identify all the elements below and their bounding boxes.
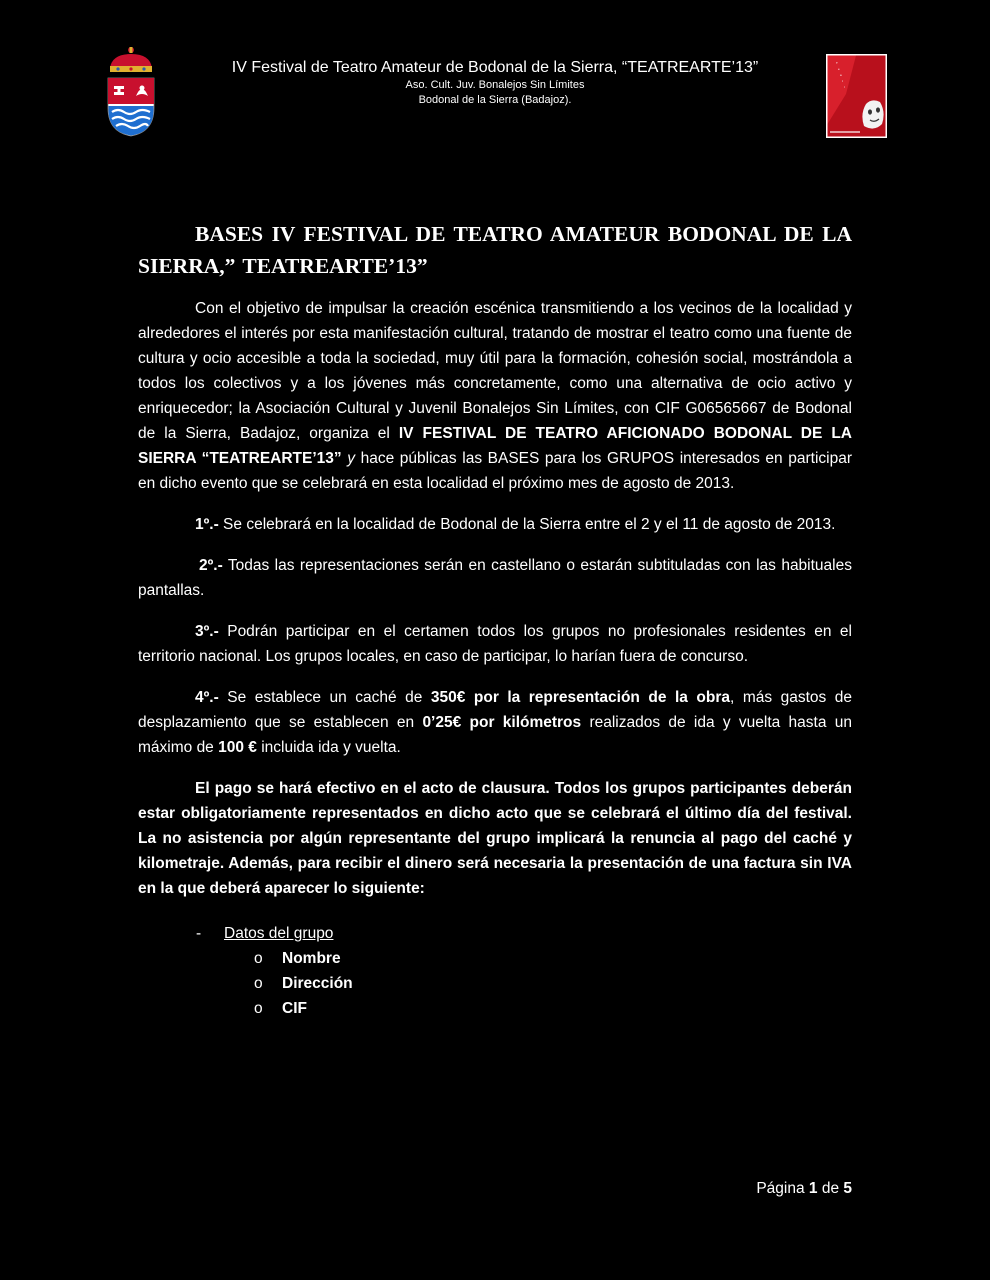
current-page: 1 (808, 1180, 818, 1197)
rule-3-number: 3º.- (195, 623, 219, 640)
teatrearte-poster-icon (826, 54, 887, 138)
circle-bullet: o (254, 975, 263, 992)
dash-bullet: - (196, 925, 202, 942)
rule-1 (138, 512, 852, 537)
intro-paragraph (138, 296, 852, 496)
circle-bullet: o (254, 1000, 263, 1017)
svg-text:e: e (838, 67, 840, 71)
rule-4-text: Se establece un caché de (218, 689, 431, 706)
list-heading: Datos del grupo (224, 925, 334, 942)
svg-text:r: r (844, 85, 845, 89)
list-item (138, 921, 852, 946)
svg-text:a: a (840, 73, 842, 77)
km-rate: 0’25€ por kilómetros (422, 714, 582, 731)
max-amount: 100 € (218, 739, 257, 756)
rule-2-text: Todas las representaciones serán en castellano o estarán subtituladas con las habituales pantallas. (138, 557, 852, 599)
page-number (756, 1178, 852, 1200)
festival-name: IV FESTIVAL DE TEATRO AFICIONADO BODONAL DE LA SIERRA “TEATREARTE’13” (138, 425, 853, 467)
rule-4 (138, 685, 852, 760)
rule-4-text-2: , más gastos de desplazamiento que se establecen en (138, 689, 853, 731)
page-header (190, 58, 800, 108)
header-title: IV Festival de Teatro Amateur de Bodonal de la Sierra, “TEATREARTE’13” (231, 59, 759, 76)
header-location: Bodonal de la Sierra (Badajoz). (418, 94, 572, 106)
rule-4-text-3: realizados de ida y vuelta hasta un máximo de (138, 714, 852, 756)
coat-of-arms-icon (104, 46, 158, 138)
list-item (138, 971, 852, 996)
rule-3-text: Podrán participar en el certamen todos los grupos no profesionales residentes en el territorio nacional. Los grupos locales, en caso de participar, lo harían fuera de concurso. (138, 623, 852, 665)
page-middle: de (817, 1180, 844, 1197)
payment-paragraph (138, 776, 852, 901)
circle-bullet: o (254, 950, 263, 967)
required-data-list (138, 921, 852, 1021)
intro-text: Con el objetivo de impulsar la creación escénica transmitiendo a los vecinos de la localidad y alrededores el interés por esta manifestación cultural, tratando de mostrar el teatro como una fuente de cultura y ocio accesible a toda la sociedad, muy útil para la formación, cohesión social, mostrándola a todos los colectivos y a los jóvenes más concretamente, como una alternativa de ocio activo y enriquecedor; la Asociación Cultural y Juvenil Bonalejos Sin Límites, con CIF G06565667 de Bodonal de la Sierra, Badajoz, organiza el (138, 300, 852, 442)
rule-1-number: 1º.- (195, 516, 219, 533)
payment-text: El pago se hará efectivo en el acto de clausura. Todos los grupos participantes deberán estar obligatoriamente representados en dicho acto que se celebrará el último día del festival. La no asistencia por algún representante del grupo implicará la renuncia al pago del caché y kilometraje. Además, para recibir el dinero será necesaria la presentación de una factura sin IVA en la que deberá aparecer lo siguiente: (138, 780, 852, 897)
list-item-label: Nombre (282, 950, 341, 967)
svg-text:T: T (836, 61, 838, 65)
rule-2 (138, 553, 852, 603)
rule-2-number: 2º.- (199, 557, 223, 574)
cache-amount: 350€ por la representación de la obra (430, 689, 731, 706)
rule-1-text: Se celebrará en la localidad de Bodonal de la Sierra entre el 2 y el 11 de agosto de 2013. (218, 516, 836, 533)
header-association: Aso. Cult. Juv. Bonalejos Sin Límites (405, 79, 585, 91)
list-item (138, 996, 852, 1021)
list-item (138, 946, 852, 971)
svg-text:t: t (842, 79, 843, 83)
intro-conjunction: y (341, 450, 356, 467)
total-pages: 5 (843, 1180, 852, 1197)
intro-text-end: hace públicas las BASES para los GRUPOS interesados en participar en dicho evento que se celebrará en esta localidad el próximo mes de agosto de 2013. (138, 450, 853, 492)
rule-3 (138, 619, 852, 669)
page-prefix: Página (756, 1180, 809, 1197)
list-item-label: Dirección (282, 975, 353, 992)
rule-4-number: 4º.- (195, 689, 219, 706)
rule-4-text-4: incluida ida y vuelta. (256, 739, 401, 756)
document-title: BASES IV FESTIVAL DE TEATRO AMATEUR BODONAL DE LA SIERRA,” TEATREARTE’13” (138, 222, 852, 278)
list-item-label: CIF (282, 1000, 307, 1017)
document-body (138, 218, 852, 1021)
